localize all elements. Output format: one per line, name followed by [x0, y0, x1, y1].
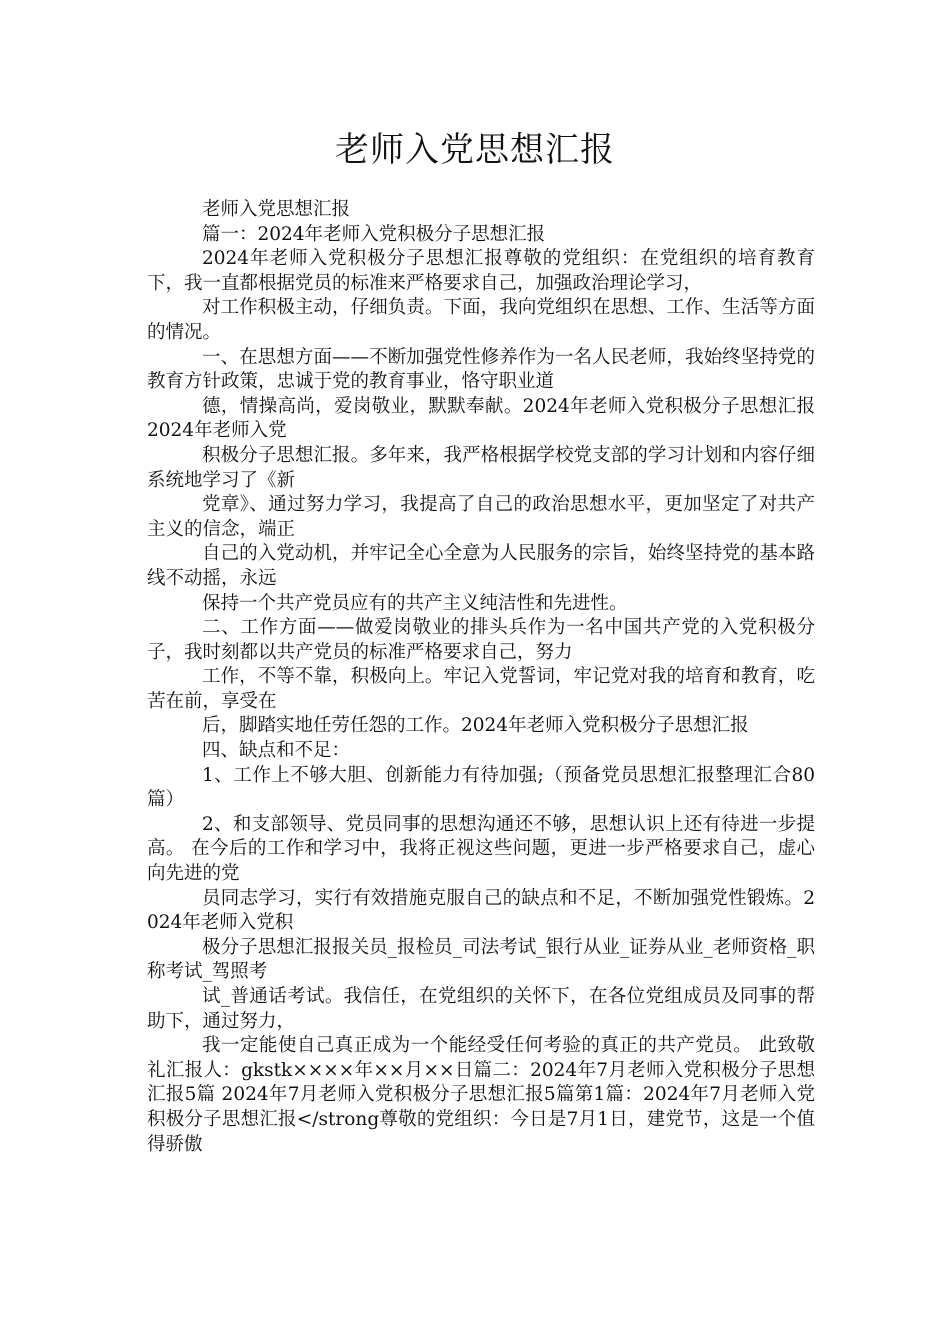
paragraph: 我一定能使自己真正成为一个能经受任何考验的真正的共产党员。 此致敬礼汇报人：gkstk××××年××月××日篇二：2024年7月老师入党积极分子思想汇报5篇 2024年7月老师入党积极分子思想汇报5篇第1篇：2024年7月老师入党积极分子思想汇报</strong尊敬的党组织：今日是7月1日，建党节，这是一个值得骄傲 [147, 1035, 815, 1155]
paragraph: 对工作积极主动，仔细负责。下面，我向党组织在思想、工作、生活等方面的情况。 [147, 297, 815, 343]
paragraph: 四、缺点和不足： [202, 740, 351, 762]
paragraph: 1、工作上不够大胆、创新能力有待加强;（预备党员思想汇报整理汇合80篇） [147, 764, 815, 811]
paragraph: 极分子思想汇报报关员_报检员_司法考试_银行从业_证券从业_老师资格_职称考试_驾照考 [147, 936, 815, 983]
paragraph: 试_普通话考试。我信任，在党组织的关怀下，在各位党组成员及同事的帮助下，通过努力， [147, 986, 815, 1032]
document-title: 老师入党思想汇报 [335, 130, 615, 170]
paragraph: 2024年老师入党积极分子思想汇报尊敬的党组织：在党组织的培育教育下，我一直都根据党员的标准来严格要求自己，加强政治理论学习， [147, 248, 815, 294]
paragraph: 后，脚踏实地任劳任怨的工作。2024年老师入党积极分子思想汇报 [202, 715, 749, 737]
paragraph: 党章》、通过努力学习，我提高了自己的政治思想水平，更加坚定了对共产主义的信念，端正 [147, 494, 815, 540]
paragraph: 二、工作方面——做爱岗敬业的排头兵作为一名中国共产党的入党积极分子，我时刻都以共产党员的标准严格要求自己，努力 [147, 617, 815, 663]
paragraph: 一、在思想方面——不断加强党性修养作为一名人民老师，我始终坚持党的教育方针政策，忠诚于党的教育事业，恪守职业道 [147, 346, 815, 393]
document-body [147, 198, 815, 1157]
paragraph: 积极分子思想汇报。多年来，我严格根据学校党支部的学习计划和内容仔细系统地学习了《新 [147, 444, 815, 491]
paragraph: 老师入党思想汇报 [202, 199, 351, 220]
paragraph: 工作，不等不靠，积极向上。牢记入党誓词，牢记党对我的培育和教育，吃苦在前，享受在 [147, 666, 815, 712]
paragraph: 员同志学习，实行有效措施克服自己的缺点和不足，不断加强党性锻炼。2024年老师入党积 [147, 887, 815, 934]
paragraph: 德，情操高尚，爱岗敬业，默默奉献。2024年老师入党积极分子思想汇报2024年老师入党 [147, 395, 815, 442]
paragraph: 保持一个共产党员应有的共产主义纯洁性和先进性。 [202, 592, 628, 614]
paragraph: 篇一：2024年老师入党积极分子思想汇报 [202, 223, 546, 245]
paragraph: 自己的入党动机，并牢记全心全意为人民服务的宗旨，始终坚持党的基本路线不动摇，永远 [147, 543, 815, 589]
paragraph: 2、和支部领导、党员同事的思想沟通还不够，思想认识上还有待进一步提高。 在今后的工作和学习中，我将正视这些问题，更进一步严格要求自己，虚心向先进的党 [147, 813, 815, 885]
